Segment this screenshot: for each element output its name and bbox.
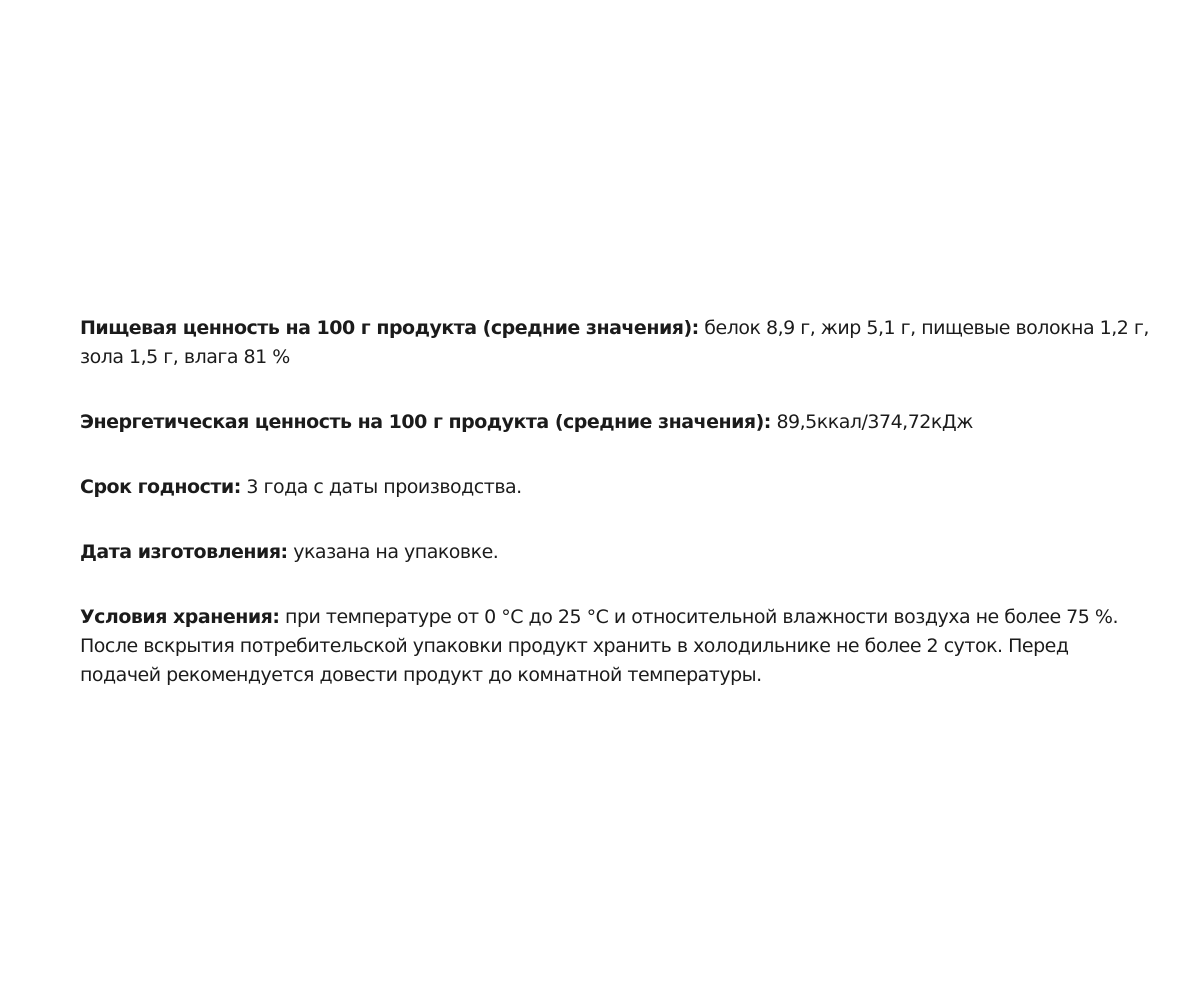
storage-paragraph: [80, 603, 1150, 690]
nutrition-paragraph: [80, 314, 1150, 372]
storage-label: Условия хранения:: [80, 606, 280, 628]
storage-value: при температуре от 0 °С до 25 °С и относительной влажности воздуха не более 75 %. После вскрытия потребительской упаковки продукт хранить в холодильнике не более 2 суток. Перед подачей рекомендуется довести продукт до комнатной температуры.: [80, 606, 1118, 686]
nutrition-label: Пищевая ценность на 100 г продукта (средние значения):: [80, 317, 699, 339]
nutrition-value: белок 8,9 г, жир 5,1 г, пищевые волокна 1,2 г, зола 1,5 г, влага 81 %: [80, 317, 1149, 368]
product-info-section: [80, 314, 1150, 726]
manufacture-date-value: указана на упаковке.: [293, 541, 499, 563]
shelf-life-paragraph: [80, 473, 1150, 502]
manufacture-date-label: Дата изготовления:: [80, 541, 288, 563]
shelf-life-value: 3 года с даты производства.: [246, 476, 522, 498]
energy-paragraph: [80, 408, 1150, 437]
manufacture-date-paragraph: [80, 538, 1150, 567]
energy-value: 89,5ккал/374,72кДж: [776, 411, 973, 433]
shelf-life-label: Срок годности:: [80, 476, 241, 498]
energy-label: Энергетическая ценность на 100 г продукта (средние значения):: [80, 411, 771, 433]
